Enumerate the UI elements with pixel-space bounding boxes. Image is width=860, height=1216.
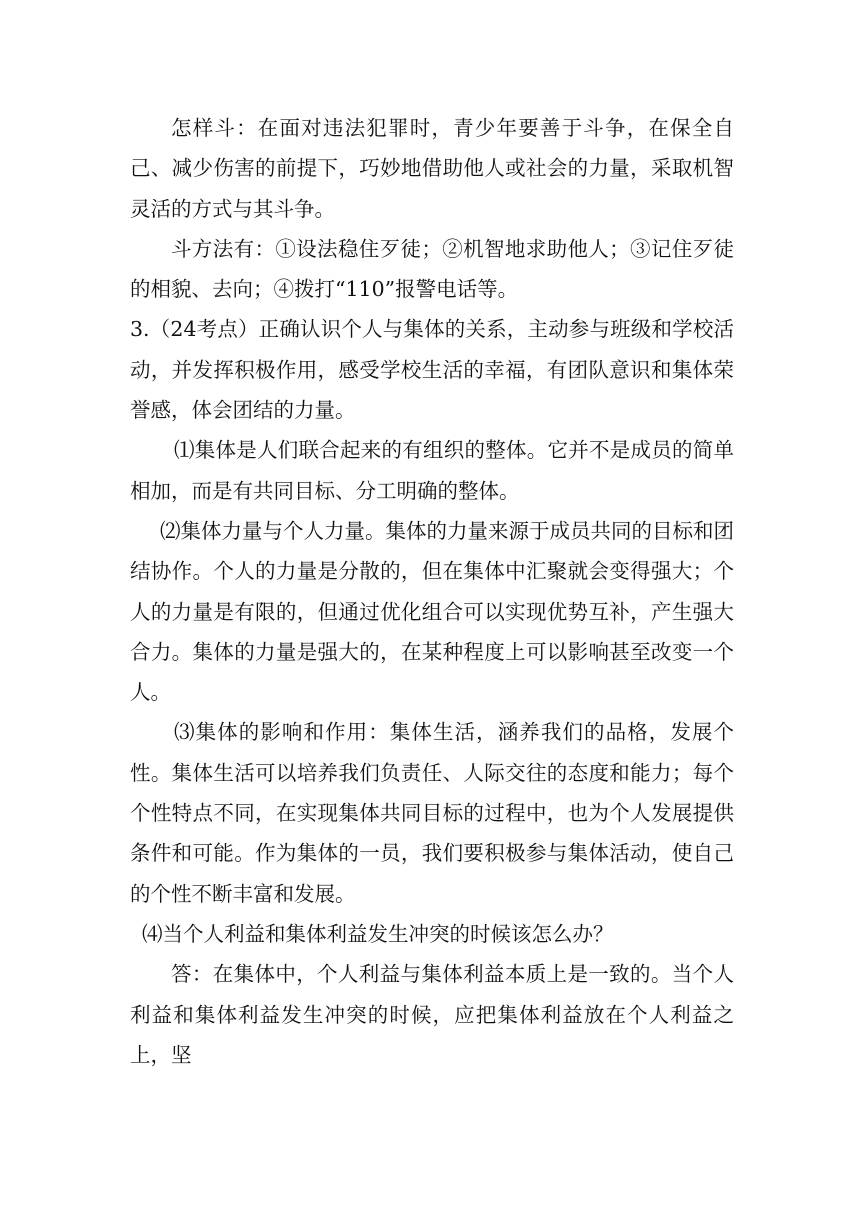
- paragraph-fight-methods: 斗方法有：①设法稳住歹徒；②机智地求助他人；③记住歹徒的相貌、去向；④拨打“110”报警电话等。: [130, 236, 734, 302]
- paragraph-conflict-answer: 答：在集体中，个人利益与集体利益本质上是一致的。当个人利益和集体利益发生冲突的时候，应把集体利益放在个人利益之上，坚: [130, 962, 734, 1067]
- paragraph-collective-influence: ⑶集体的影响和作用：集体生活，涵养我们的品格，发展个性。集体生活可以培养我们负责任、人际交往的态度和能力；每个个性特点不同，在实现集体共同目标的过程中，也为个人发展提供条件和可能。作为集体的一员，我们要积极参与集体活动，使自己的个性不断丰富和发展。: [130, 720, 734, 906]
- paragraph-conflict-question: ⑷当个人利益和集体利益发生冲突的时候该怎么办？: [142, 921, 614, 946]
- document-body: [130, 108, 734, 1075]
- paragraph-collective-definition: ⑴集体是人们联合起来的有组织的整体。它并不是成员的简单相加，而是有共同目标、分工明确的整体。: [130, 438, 734, 503]
- paragraph-point-3-heading: 3.（24考点）正确认识个人与集体的关系，主动参与班级和学校活动，并发挥积极作用，感受学校生活的幸福，有团队意识和集体荣誉感，体会团结的力量。: [130, 317, 734, 423]
- paragraph-how-to-fight: 怎样斗：在面对违法犯罪时，青少年要善于斗争，在保全自己、减少伤害的前提下，巧妙地借助他人或社会的力量，采取机智灵活的方式与其斗争。: [130, 116, 734, 221]
- paragraph-collective-strength: ⑵集体力量与个人力量。集体的力量来源于成员共同的目标和团结协作。个人的力量是分散的，但在集体中汇聚就会变得强大；个人的力量是有限的，但通过优化组合可以实现优势互补，产生强大合力。集体的力量是强大的，在某种程度上可以影响甚至改变一个人。: [130, 518, 734, 705]
